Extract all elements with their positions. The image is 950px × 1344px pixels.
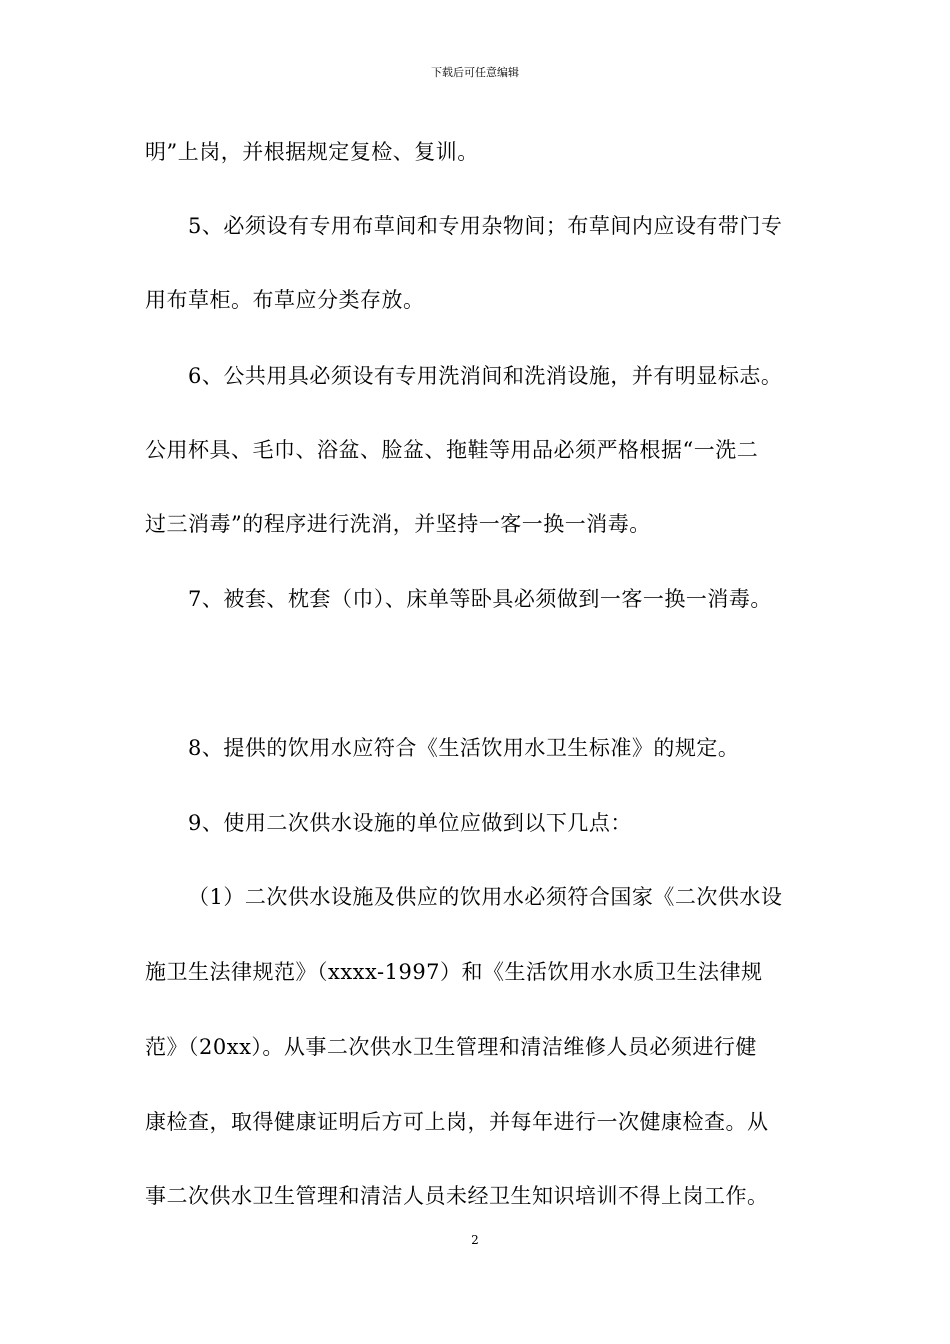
text-line: 事二次供水卫生管理和清洁人员未经卫生知识培训不得上岗工作。 — [145, 1184, 769, 1208]
text-line: 范》（20xx）。从事二次供水卫生管理和清洁维修人员必须进行健 — [145, 1035, 757, 1059]
text-line: 6、公共用具必须设有专用洗消间和洗消设施，并有明显标志。 — [188, 364, 783, 388]
text-line: 康检查，取得健康证明后方可上岗，并每年进行一次健康检查。从 — [145, 1110, 769, 1134]
text-line: 用布草柜。布草应分类存放。 — [145, 288, 425, 312]
header-note: 下载后可任意编辑 — [431, 66, 519, 79]
text-line: 9、使用二次供水设施的单位应做到以下几点： — [188, 811, 632, 835]
text-line: （1）二次供水设施及供应的饮用水必须符合国家《二次供水设 — [188, 885, 783, 909]
text-line: 7、被套、枕套（巾）、床单等卧具必须做到一客一换一消毒。 — [188, 587, 772, 611]
text-line: 明”上岗，并根据规定复检、复训。 — [145, 140, 479, 164]
text-line: 公用杯具、毛巾、浴盆、脸盆、拖鞋等用品必须严格根据“一洗二 — [145, 438, 759, 462]
text-line: 8、提供的饮用水应符合《生活饮用水卫生标准》的规定。 — [188, 736, 740, 760]
page-number: 2 — [471, 1233, 479, 1247]
text-line: 5、必须设有专用布草间和专用杂物间；布草间内应设有带门专 — [188, 214, 783, 238]
text-line: 施卫生法律规范》（xxxx-1997）和《生活饮用水水质卫生法律规 — [145, 960, 763, 984]
text-line: 过三消毒”的程序进行洗消，并坚持一客一换一消毒。 — [145, 512, 651, 536]
